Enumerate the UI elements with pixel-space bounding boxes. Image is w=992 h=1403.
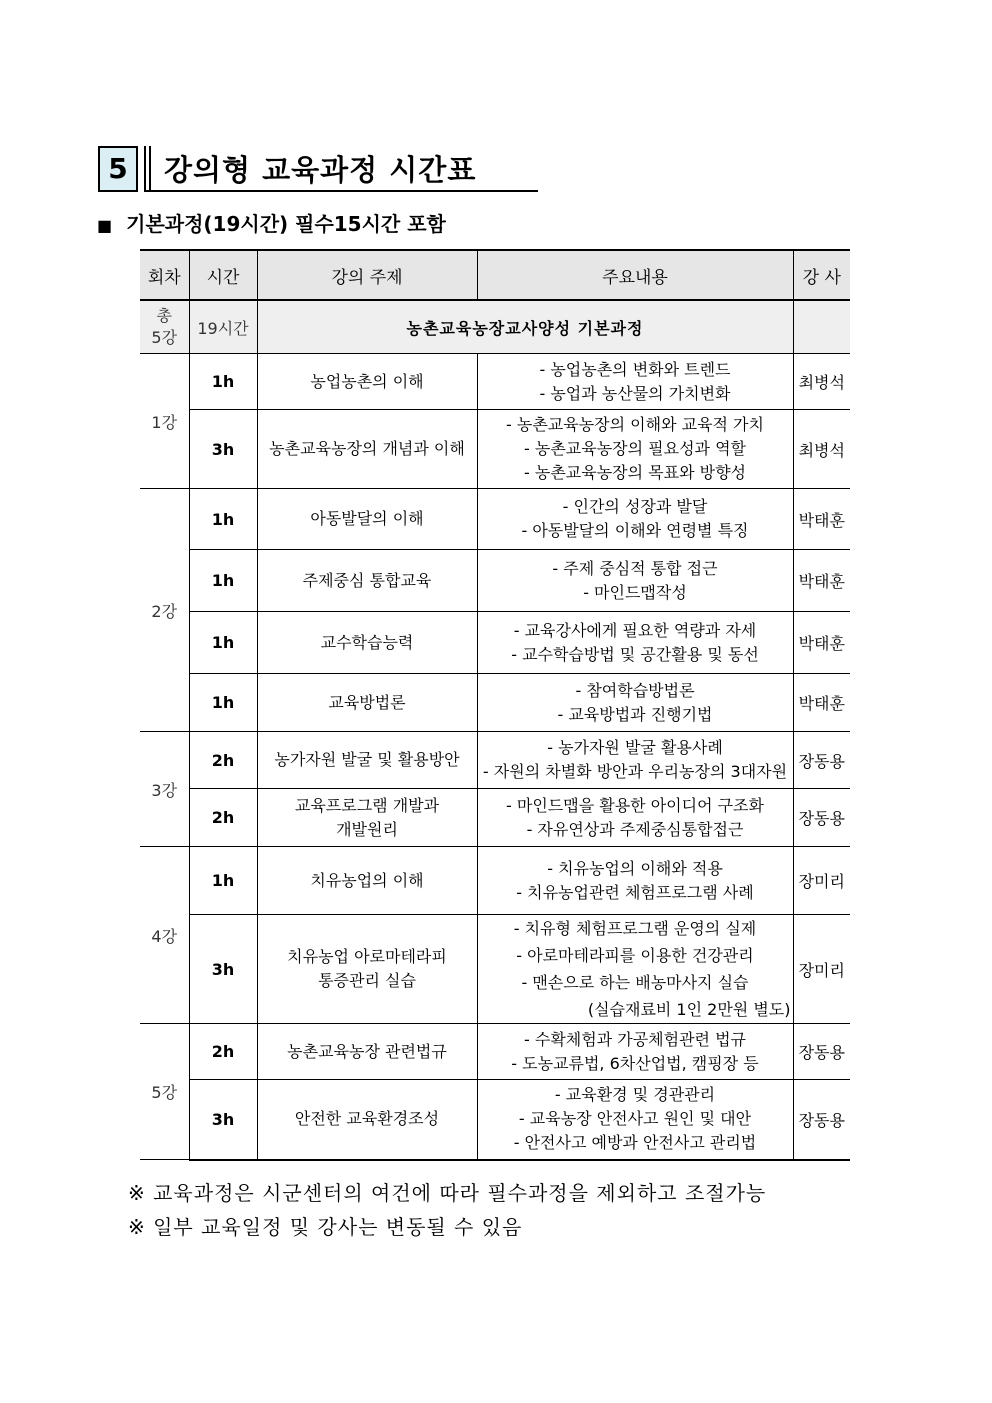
table-row	[140, 1080, 850, 1160]
row-topic: 교수학습능력	[257, 612, 477, 674]
content-line: - 마인드맵을 활용한 아이디어 구조화	[506, 795, 764, 815]
row-content	[477, 1024, 793, 1080]
row-topic: 치유농업 아로마테라피 통증관리 실습	[257, 915, 477, 1024]
footnote: ※ 교육과정은 시군센터의 여건에 따라 필수과정을 제외하고 조절가능	[128, 1181, 767, 1205]
header-instructor: 강 사	[793, 250, 850, 300]
row-topic: 주제중심 통합교육	[257, 550, 477, 612]
row-hours: 3h	[189, 915, 257, 1024]
summary-session: 총 5강	[140, 300, 189, 354]
table-row	[140, 489, 850, 550]
row-instructor: 최병석	[793, 410, 850, 489]
session-label: 3강	[140, 732, 189, 847]
row-topic: 치유농업의 이해	[257, 847, 477, 915]
table-header-row	[140, 250, 850, 300]
content-line: - 농업농촌의 변화와 트렌드	[539, 359, 731, 379]
content-line: - 농촌교육농장의 이해와 교육적 가치	[506, 415, 764, 434]
schedule-table	[140, 249, 850, 1161]
row-topic: 아동발달의 이해	[257, 489, 477, 550]
row-hours: 1h	[189, 354, 257, 410]
content-line: - 교육환경 및 경관관리	[554, 1085, 716, 1105]
session-label: 1강	[140, 354, 189, 489]
row-topic: 안전한 교육환경조성	[257, 1080, 477, 1160]
table-row	[140, 915, 850, 1024]
row-hours: 1h	[189, 550, 257, 612]
header-content: 주요내용	[477, 250, 793, 300]
row-hours: 1h	[189, 489, 257, 550]
row-instructor: 장동용	[793, 732, 850, 789]
table-row	[140, 732, 850, 789]
row-content	[477, 732, 793, 789]
row-hours: 2h	[189, 789, 257, 847]
subheading-text: 기본과정(19시간) 필수15시간 포함	[126, 212, 446, 236]
section-divider	[149, 146, 151, 192]
row-instructor: 박태훈	[793, 550, 850, 612]
row-content	[477, 489, 793, 550]
content-line: - 교육강사에게 필요한 역량과 자세	[513, 620, 757, 640]
table-row	[140, 789, 850, 847]
table-row	[140, 354, 850, 410]
content-line: - 마인드맵작성	[583, 582, 687, 602]
row-topic: 농촌교육농장의 개념과 이해	[257, 410, 477, 489]
content-line: - 농업과 농산물의 가치변화	[539, 383, 731, 403]
row-instructor: 박태훈	[793, 489, 850, 550]
content-line: - 농가자원 발굴 활용사례	[547, 738, 723, 757]
content-line: - 치유형 체험프로그램 운영의 실제	[513, 919, 757, 938]
row-instructor: 박태훈	[793, 674, 850, 732]
row-hours: 1h	[189, 674, 257, 732]
row-instructor: 장동용	[793, 789, 850, 847]
content-line: - 안전사고 예방과 안전사고 관리법	[513, 1133, 757, 1153]
row-topic: 농촌교육농장 관련법규	[257, 1024, 477, 1080]
section-divider	[144, 146, 146, 192]
content-line: - 자유연상과 주제중심통합접근	[526, 819, 744, 839]
row-content	[477, 847, 793, 915]
content-line: - 치유농업의 이해와 적용	[547, 858, 723, 878]
content-line: - 수확체험과 가공체험관련 법규	[524, 1029, 746, 1049]
content-line: - 도농교류법, 6차산업법, 캠핑장 등	[511, 1053, 759, 1073]
content-line: - 교육방법과 진행기법	[557, 704, 713, 724]
row-instructor: 장동용	[793, 1024, 850, 1080]
header-topic: 강의 주제	[257, 250, 477, 300]
subheading	[97, 208, 446, 237]
summary-row	[140, 300, 850, 354]
table-row	[140, 612, 850, 674]
content-line: - 참여학습방법론	[575, 680, 695, 700]
row-topic: 농가자원 발굴 및 활용방안	[257, 732, 477, 789]
summary-hours: 19시간	[189, 300, 257, 354]
content-line: - 아동발달의 이해와 연령별 특징	[521, 521, 749, 540]
content-line: - 교육농장 안전사고 원인 및 대안	[518, 1109, 752, 1129]
row-content	[477, 915, 793, 1024]
row-instructor: 장미리	[793, 915, 850, 1024]
content-line: - 주제 중심적 통합 접근	[552, 558, 718, 578]
session-label: 2강	[140, 489, 189, 732]
row-topic: 농업농촌의 이해	[257, 354, 477, 410]
section-title: 강의형 교육과정 시간표	[164, 153, 477, 187]
session-label: 5강	[140, 1024, 189, 1160]
content-line: - 치유농업관련 체험프로그램 사례	[516, 882, 754, 902]
section-underline	[144, 190, 538, 192]
row-content	[477, 1080, 793, 1160]
row-hours: 3h	[189, 410, 257, 489]
table-row	[140, 410, 850, 489]
row-content	[477, 410, 793, 489]
section-number: 5	[98, 146, 138, 192]
row-content	[477, 612, 793, 674]
content-line: - 농촌교육농장의 목표와 방향성	[524, 463, 746, 482]
row-content	[477, 550, 793, 612]
content-line: - 아로마테라피를 이용한 건강관리	[516, 946, 754, 965]
row-content	[477, 354, 793, 410]
section-heading	[98, 146, 540, 192]
row-topic: 교육방법론	[257, 674, 477, 732]
content-line: - 농촌교육농장의 필요성과 역할	[524, 439, 746, 458]
row-hours: 1h	[189, 612, 257, 674]
table-row	[140, 550, 850, 612]
row-content	[477, 674, 793, 732]
content-line: - 교수학습방법 및 공간활용 및 동선	[511, 644, 759, 664]
row-hours: 3h	[189, 1080, 257, 1160]
footnotes	[128, 1176, 766, 1244]
session-label: 4강	[140, 847, 189, 1024]
content-line: - 인간의 성장과 발달	[562, 497, 708, 516]
summary-instructor	[793, 300, 850, 354]
content-line: (실습재료비 1인 2만원 별도)	[587, 1000, 791, 1019]
content-line: - 자원의 차별화 방안과 우리농장의 3대자원	[482, 762, 788, 781]
content-line: - 맨손으로 하는 배농마사지 실습	[521, 973, 749, 992]
square-bullet-icon: ■	[97, 216, 113, 235]
row-hours: 2h	[189, 1024, 257, 1080]
table-row	[140, 674, 850, 732]
row-instructor: 최병석	[793, 354, 850, 410]
row-content	[477, 789, 793, 847]
table-row	[140, 847, 850, 915]
header-hours: 시간	[189, 250, 257, 300]
row-instructor: 장미리	[793, 847, 850, 915]
row-hours: 1h	[189, 847, 257, 915]
table-row	[140, 1024, 850, 1080]
row-topic: 교육프로그램 개발과 개발원리	[257, 789, 477, 847]
footnote: ※ 일부 교육일정 및 강사는 변동될 수 있음	[128, 1215, 523, 1239]
row-instructor: 박태훈	[793, 612, 850, 674]
header-session: 회차	[140, 250, 189, 300]
row-instructor: 장동용	[793, 1080, 850, 1160]
summary-title: 농촌교육농장교사양성 기본과정	[257, 300, 793, 354]
row-hours: 2h	[189, 732, 257, 789]
